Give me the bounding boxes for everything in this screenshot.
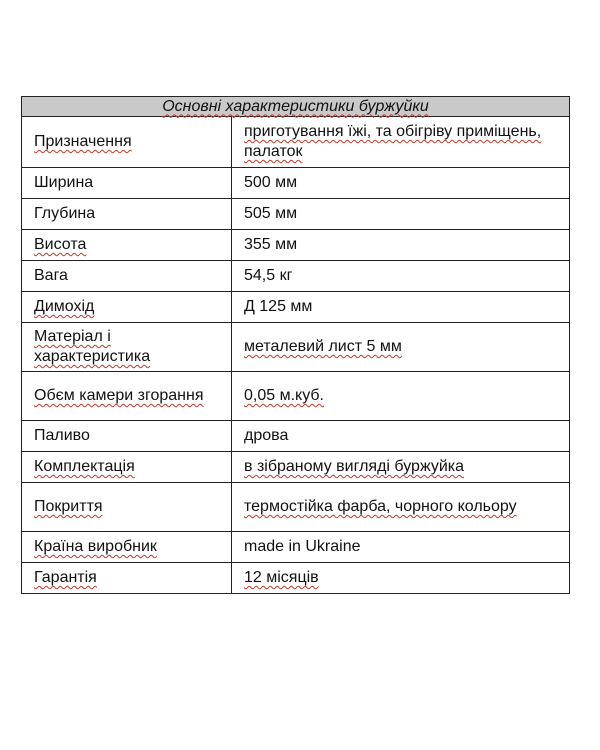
row-label [22, 563, 232, 594]
row-value [232, 261, 570, 292]
label-text: Глубина [34, 205, 96, 222]
value-text: металевий лист 5 мм [244, 338, 402, 355]
row-value [232, 452, 570, 483]
row-label [22, 261, 232, 292]
title-row [22, 97, 570, 117]
value-text: 505 мм [244, 205, 298, 222]
label-text: Гарантія [34, 569, 97, 586]
label-text: Вага [34, 267, 68, 284]
label-text: Покриття [34, 498, 103, 515]
row-value [232, 563, 570, 594]
row-label [22, 117, 232, 168]
row-value [232, 323, 570, 372]
value-text: приготування їжі, та обігріву приміщень, палаток [244, 123, 542, 160]
row-value [232, 292, 570, 323]
label-text: Комплектація [34, 458, 135, 475]
row-label [22, 168, 232, 199]
value-text: made in Ukraine [244, 538, 361, 555]
row-value [232, 117, 570, 168]
label-text: Матеріал і характеристика [34, 328, 151, 365]
row-value [232, 199, 570, 230]
label-text: Обєм камери згорання [34, 387, 204, 404]
value-text: 12 місяців [244, 569, 319, 586]
table-row [22, 532, 570, 563]
value-text: термостійка фарба, чорного кольору [244, 498, 517, 515]
table-title [22, 97, 570, 117]
table-row [22, 372, 570, 421]
table-row [22, 117, 570, 168]
table-row [22, 452, 570, 483]
row-value [232, 230, 570, 261]
table-row [22, 483, 570, 532]
label-text: Ширина [34, 174, 94, 191]
label-text: Країна виробник [34, 538, 157, 555]
label-text: Призначення [34, 133, 132, 150]
label-text: Паливо [34, 427, 90, 444]
value-text: 355 мм [244, 236, 298, 253]
table-row [22, 421, 570, 452]
value-text: 500 мм [244, 174, 298, 191]
row-label [22, 323, 232, 372]
row-label [22, 292, 232, 323]
label-text: Висота [34, 236, 87, 253]
row-value [232, 372, 570, 421]
row-label [22, 483, 232, 532]
row-value [232, 483, 570, 532]
row-label [22, 230, 232, 261]
row-label [22, 421, 232, 452]
table-title-text: Основні характеристики буржуйки [162, 97, 429, 115]
value-text: в зібраному вигляді буржуйка [244, 458, 465, 475]
row-label [22, 532, 232, 563]
value-text: дрова [244, 427, 289, 444]
value-text: Д 125 мм [244, 298, 313, 315]
table-row [22, 230, 570, 261]
row-label [22, 452, 232, 483]
row-label [22, 199, 232, 230]
table-row [22, 199, 570, 230]
row-value [232, 168, 570, 199]
table-row [22, 563, 570, 594]
value-text: 0,05 м.куб. [244, 387, 324, 404]
spec-table [21, 96, 570, 594]
table-row [22, 168, 570, 199]
table-row [22, 323, 570, 372]
value-text: 54,5 кг [244, 267, 293, 284]
row-value [232, 532, 570, 563]
label-text: Димохід [34, 298, 95, 315]
row-value [232, 421, 570, 452]
row-label [22, 372, 232, 421]
table-row [22, 292, 570, 323]
table-row [22, 261, 570, 292]
